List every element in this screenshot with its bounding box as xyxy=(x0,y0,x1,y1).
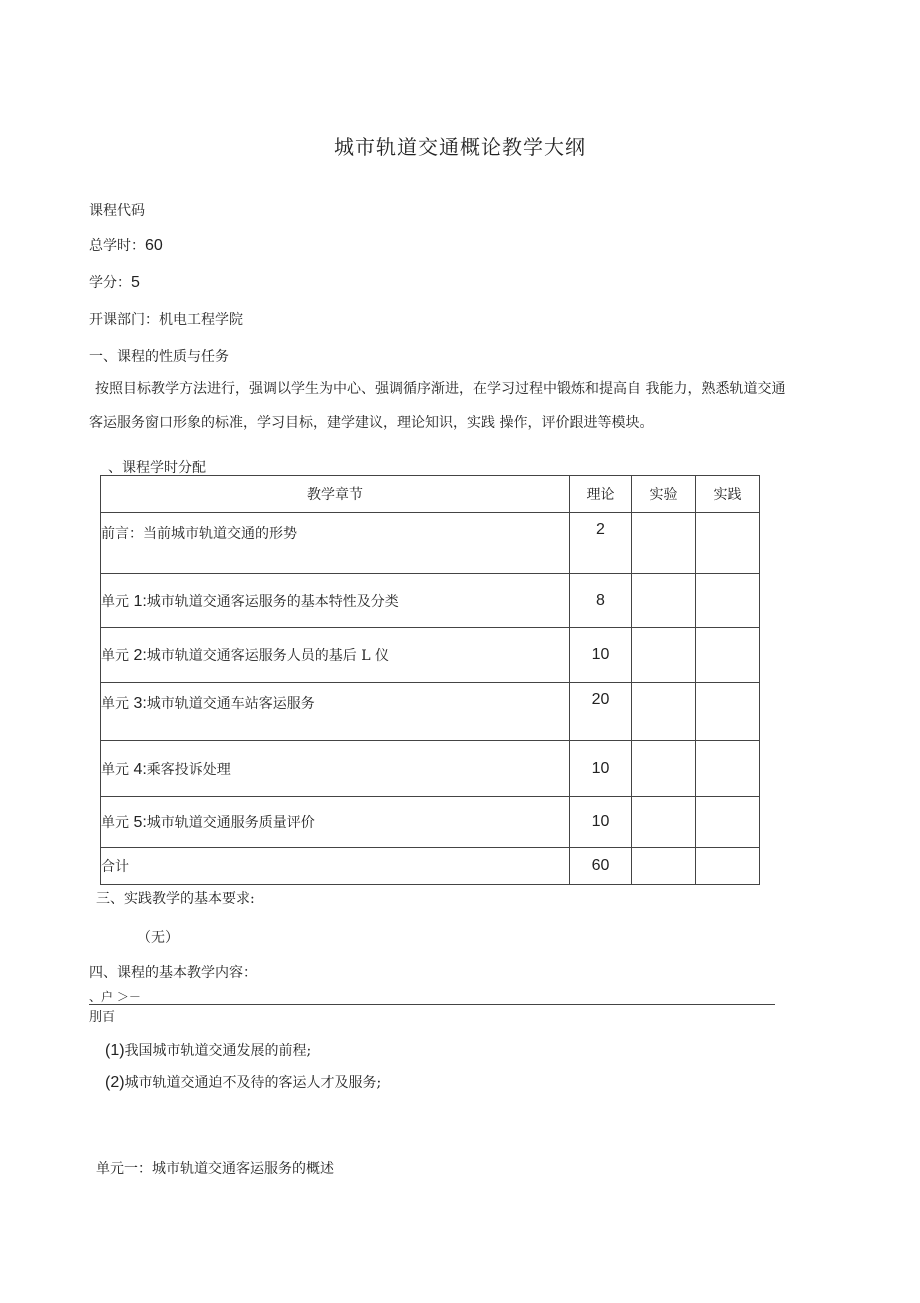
department: 开课部门：机电工程学院 xyxy=(89,312,243,328)
credits-label: 学分： xyxy=(89,275,131,291)
table-row xyxy=(101,574,760,628)
header-chapter: 教学章节 xyxy=(101,476,570,513)
chapter-cell xyxy=(101,797,570,848)
course-code: 课程代码 xyxy=(89,203,145,219)
practice-cell xyxy=(696,797,760,848)
row-unit: 3: xyxy=(133,695,147,712)
chapter-cell xyxy=(101,683,570,741)
row-prefix: 单元 xyxy=(101,761,134,778)
chapter-cell xyxy=(101,628,570,683)
theory-cell: 10 xyxy=(570,797,632,848)
lab-cell xyxy=(632,683,696,741)
lab-cell xyxy=(632,628,696,683)
lab-cell xyxy=(632,513,696,574)
header-theory: 理论 xyxy=(570,476,632,513)
header-lab: 实验 xyxy=(632,476,696,513)
theory-cell: 20 xyxy=(570,683,632,741)
row-unit: 4: xyxy=(133,760,147,778)
practice-cell xyxy=(696,574,760,628)
practice-cell xyxy=(696,513,760,574)
chapter-cell xyxy=(101,741,570,797)
total-hours xyxy=(89,235,163,255)
divider xyxy=(89,1004,775,1005)
lab-cell xyxy=(632,741,696,797)
row-chapter: 城市轨道交通服务质量评价 xyxy=(146,815,315,831)
item-number: (1) xyxy=(105,1042,125,1059)
theory-cell: 10 xyxy=(570,628,632,683)
row-chapter: 城市轨道交通车站客运服务 xyxy=(146,696,315,712)
section4-subheading-top: 、户 ＞－ xyxy=(89,990,141,1004)
row-unit: 5: xyxy=(133,814,147,831)
row-prefix: 单元 xyxy=(101,815,134,831)
table-row xyxy=(101,741,760,797)
lab-cell xyxy=(632,574,696,628)
row-unit: 2: xyxy=(133,647,147,664)
total-hours-label: 总学时： xyxy=(89,238,145,254)
section1-body: 按照目标教学方法进行，强调以学生为中心、强调循序渐进，在学习过程中锻炼和提高自 我能力，熟悉轨道交通客运服务窗口形象的标准，学习目标，建学建议，理论知识，实践 操作，评价跟进等模块。 xyxy=(89,381,786,431)
practice-cell xyxy=(696,628,760,683)
section3-body: （无） xyxy=(137,930,179,946)
lab-cell xyxy=(632,797,696,848)
row-unit: 1: xyxy=(133,592,147,610)
section4-subheading-bottom: 刖百 xyxy=(89,1010,116,1025)
table-row xyxy=(101,797,760,848)
row-chapter: 合计 xyxy=(101,859,129,875)
credits xyxy=(89,272,140,292)
practice-cell xyxy=(696,741,760,797)
total-label-cell xyxy=(101,848,570,885)
row-chapter: 乘客投诉处理 xyxy=(146,761,231,778)
hours-table xyxy=(100,475,760,885)
table-total-row xyxy=(101,848,760,885)
total-theory-cell: 60 xyxy=(570,848,632,885)
section3-heading: 三、实践教学的基本要求: xyxy=(96,891,255,907)
document-title: 城市轨道交通概论教学大纲 xyxy=(334,135,586,159)
chapter-cell xyxy=(101,513,570,574)
header-practice: 实践 xyxy=(696,476,760,513)
row-prefix: 前言： xyxy=(101,526,143,542)
item-number: (2) xyxy=(105,1074,125,1091)
row-prefix: 单元 xyxy=(101,696,134,712)
row-prefix: 单元 xyxy=(101,648,134,664)
item-text: 城市轨道交通迫不及待的客运人才及服务; xyxy=(124,1075,382,1091)
theory-cell: 10 xyxy=(570,741,632,797)
item-text: 我国城市轨道交通发展的前程; xyxy=(124,1043,312,1059)
theory-cell: 2 xyxy=(570,513,632,574)
table-header-row xyxy=(101,476,760,513)
practice-cell xyxy=(696,683,760,741)
chapter-cell xyxy=(101,574,570,628)
table-row xyxy=(101,513,760,574)
total-hours-value: 60 xyxy=(145,237,163,254)
credits-value: 5 xyxy=(131,274,140,291)
row-chapter: 当前城市轨道交通的形势 xyxy=(143,526,297,542)
total-lab-cell xyxy=(632,848,696,885)
theory-cell: 8 xyxy=(570,574,632,628)
row-chapter: 城市轨道交通客运服务人员的基后 L 仪 xyxy=(146,648,389,664)
total-practice-cell xyxy=(696,848,760,885)
row-chapter: 城市轨道交通客运服务的基本特性及分类 xyxy=(146,593,399,610)
table-row xyxy=(101,628,760,683)
content-item-2 xyxy=(105,1072,381,1092)
section2-heading: 、课程学时分配 xyxy=(108,460,206,476)
row-prefix: 单元 xyxy=(101,593,134,610)
unit1-heading: 单元一：城市轨道交通客运服务的概述 xyxy=(96,1161,334,1177)
content-item-1 xyxy=(105,1040,311,1060)
section4-heading: 四、课程的基本教学内容： xyxy=(89,965,257,981)
table-row xyxy=(101,683,760,741)
section1-heading: 一、课程的性质与任务 xyxy=(89,349,229,365)
